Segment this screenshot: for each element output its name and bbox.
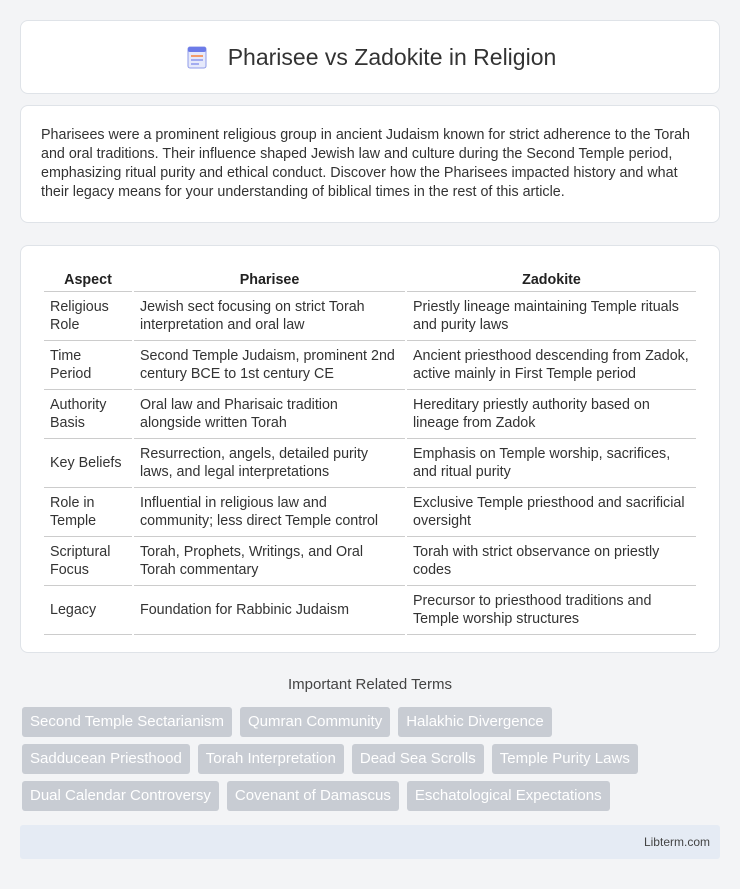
tag-sadducean-priesthood[interactable]: Sadducean Priesthood (22, 744, 190, 774)
tag-row (22, 781, 722, 811)
tag-row (22, 707, 722, 737)
tag-row (22, 744, 722, 774)
cell-zadokite: Ancient priesthood descending from Zadok, active mainly in First Temple period (407, 341, 696, 390)
table-row (44, 488, 696, 537)
cell-pharisee: Torah, Prophets, Writings, and Oral Torah commentary (134, 537, 405, 586)
table-row (44, 390, 696, 439)
tag-covenant-of-damascus[interactable]: Covenant of Damascus (227, 781, 399, 811)
table-row (44, 586, 696, 635)
footer (20, 825, 720, 859)
table-row (44, 341, 696, 390)
cell-aspect: Role in Temple (44, 488, 132, 537)
cell-aspect: Authority Basis (44, 390, 132, 439)
header-zadokite: Zadokite (407, 264, 696, 292)
cell-pharisee: Resurrection, angels, detailed purity laws, and legal interpretations (134, 439, 405, 488)
cell-aspect: Scriptural Focus (44, 537, 132, 586)
tag-qumran-community[interactable]: Qumran Community (240, 707, 390, 737)
cell-zadokite: Exclusive Temple priesthood and sacrificial oversight (407, 488, 696, 537)
page-title: Pharisee vs Zadokite in Religion (227, 43, 557, 70)
document-icon (184, 44, 210, 70)
header-aspect: Aspect (44, 264, 132, 292)
tag-dead-sea-scrolls[interactable]: Dead Sea Scrolls (352, 744, 484, 774)
header-pharisee: Pharisee (134, 264, 405, 292)
tag-dual-calendar-controversy[interactable]: Dual Calendar Controversy (22, 781, 219, 811)
related-terms (22, 707, 722, 818)
cell-pharisee: Second Temple Judaism, prominent 2nd century BCE to 1st century CE (134, 341, 405, 390)
cell-pharisee: Foundation for Rabbinic Judaism (134, 586, 405, 635)
cell-zadokite: Emphasis on Temple worship, sacrifices, and ritual purity (407, 439, 696, 488)
intro-card (20, 105, 720, 223)
title-card (20, 20, 720, 94)
cell-aspect: Time Period (44, 341, 132, 390)
tag-torah-interpretation[interactable]: Torah Interpretation (198, 744, 344, 774)
tag-eschatological-expectations[interactable]: Eschatological Expectations (407, 781, 610, 811)
cell-pharisee: Oral law and Pharisaic tradition alongside written Torah (134, 390, 405, 439)
cell-aspect: Legacy (44, 586, 132, 635)
related-terms-title: Important Related Terms (288, 676, 452, 693)
table-row (44, 292, 696, 341)
table-row (44, 537, 696, 586)
comparison-card (20, 245, 720, 653)
cell-pharisee: Influential in religious law and community; less direct Temple control (134, 488, 405, 537)
tag-halakhic-divergence[interactable]: Halakhic Divergence (398, 707, 552, 737)
tag-temple-purity-laws[interactable]: Temple Purity Laws (492, 744, 638, 774)
cell-zadokite: Precursor to priesthood traditions and Temple worship structures (407, 586, 696, 635)
cell-zadokite: Hereditary priestly authority based on lineage from Zadok (407, 390, 696, 439)
cell-pharisee: Jewish sect focusing on strict Torah interpretation and oral law (134, 292, 405, 341)
tag-second-temple-sectarianism[interactable]: Second Temple Sectarianism (22, 707, 232, 737)
comparison-table (42, 264, 698, 635)
table-header-row (44, 264, 696, 292)
table-row (44, 439, 696, 488)
cell-aspect: Religious Role (44, 292, 132, 341)
footer-site-link[interactable]: Libterm.com (643, 835, 710, 849)
cell-aspect: Key Beliefs (44, 439, 132, 488)
cell-zadokite: Torah with strict observance on priestly codes (407, 537, 696, 586)
cell-zadokite: Priestly lineage maintaining Temple rituals and purity laws (407, 292, 696, 341)
intro-text: Pharisees were a prominent religious group in ancient Judaism known for strict adherence to the Torah and oral traditions. Their influence shaped Jewish law and culture during the Second Temple period, emphasizing ritual purity and ethical conduct. Discover how the Pharisees impacted history and what their legacy means for your understanding of biblical times in the rest of this article. (41, 127, 691, 200)
